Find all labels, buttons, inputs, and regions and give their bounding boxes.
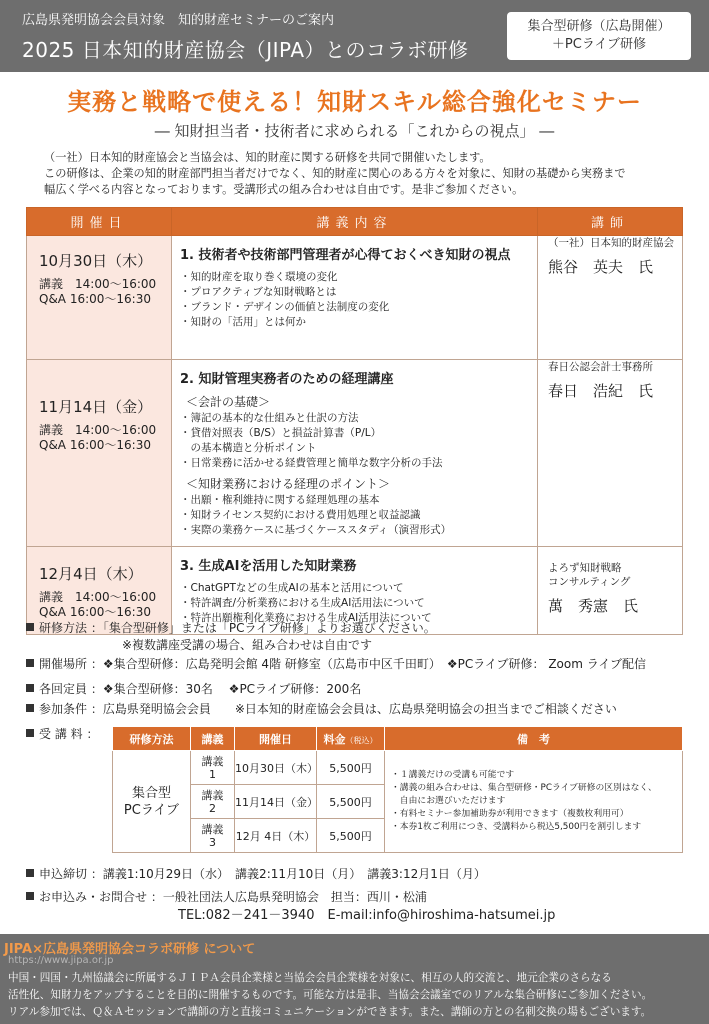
row-3-time-qa: Q&A 16:00～16:30: [39, 605, 151, 619]
row-2-content: [172, 360, 538, 547]
fee-price-2: 5,500円: [317, 785, 385, 819]
fee-note: ・有料セミナー参加補助券が利用できます（複数枚利用可）: [391, 809, 629, 819]
row-3-item: ・ChatGPTなどの生成AIの基本と活用について: [180, 582, 404, 594]
schedule-row-2: [27, 360, 683, 547]
row-1-date-cell: [27, 236, 172, 360]
fee-lecture-label: 講義: [201, 788, 224, 802]
intro-line-3: 幅広く学べる内容となっております。受講形式の組み合わせは自由です。是非ご参加ください。: [44, 183, 524, 196]
bullet-square-icon: [26, 729, 34, 737]
info-contact: [26, 889, 427, 905]
fee-lecture-3: [191, 819, 235, 853]
footer-panel: [0, 934, 709, 1024]
row-1-lecturer: [538, 236, 683, 360]
fee-header-price-label: 料金: [323, 732, 346, 746]
contact-tel-email: TEL:082－241－3940 E-mail:info@hiroshima-hatsumei.jp: [178, 908, 556, 923]
fee-header-notes: 備 考: [385, 727, 683, 751]
info-capacity: [26, 681, 361, 697]
row-2-item: ・貸借対照表（B/S）と損益計算書（P/L）: [180, 427, 382, 439]
row-2-lecturer: [538, 360, 683, 547]
row-3-item: ・特許出願権利化業務における生成AI活用法について: [180, 612, 432, 624]
bullet-square-icon: [26, 869, 34, 877]
row-3-item: ・特許調査/分析業務における生成AI活用法について: [180, 597, 425, 609]
fee-kind-line-2: PCライブ: [123, 802, 180, 818]
fee-lecture-number: 1: [209, 767, 216, 781]
seminar-headline: 実務と戦略で使える！知財スキル総合強化セミナー: [67, 88, 642, 116]
row-2-item: の基本構造と分析ポイント: [180, 442, 317, 454]
contact-label: お申込み・お問合せ: [39, 890, 148, 904]
row-1-time-qa: Q&A 16:00～16:30: [39, 292, 151, 306]
fee-kind-line-1: 集合型: [131, 785, 171, 801]
fee-label: 受 講 料: [39, 727, 83, 741]
row-2-section-1: ＜会計の基礎＞: [186, 395, 271, 409]
bullet-square-icon: [26, 623, 34, 631]
fee-lecture-number: 3: [209, 835, 216, 849]
row-2-item: ・出願・権利維持に関する経理処理の基本: [180, 494, 380, 506]
badge-line-2: ＋PCライブ研修: [551, 37, 647, 52]
row-2-date: 11月14日（金）: [39, 398, 153, 416]
condition-label: 参加条件: [39, 702, 88, 716]
fee-header-date: 開催日: [235, 727, 317, 751]
fee-lecture-label: 講義: [201, 754, 224, 768]
info-fee: [26, 726, 98, 742]
fee-kind-cell: [113, 751, 191, 853]
header-title: 2025 日本知的財産協会（JIPA）とのコラボ研修: [22, 38, 469, 62]
capacity-value: ：❖集合型研修：30名 ❖PCライブ研修：200名: [90, 682, 362, 696]
fee-note: ・講義の組み合わせは、集合型研修・PCライブ研修の区別はなく、: [391, 783, 657, 793]
deadline-label: 申込締切: [39, 867, 88, 881]
row-1-item: ・知財の「活用」とは何か: [180, 316, 306, 328]
row-1-item: ・ブランド・デザインの価値と法制度の変化: [180, 301, 390, 313]
fee-table: [112, 726, 683, 853]
deadline-value: ：講義1:10月29日（水） 講義2:11月10日（月） 講義3:12月1日（月）: [90, 867, 486, 881]
fee-lecture-label: 講義: [201, 822, 224, 836]
fee-price-1: 5,500円: [317, 751, 385, 785]
row-2-item: ・実際の業務ケースに基づくケーススタディ（演習形式）: [180, 524, 452, 536]
footer-line: 活性化、知財力をアップすることを目的に開催するものです。可能な方は是非、当協会会議室でのリアルな集合研修にご参加ください。: [8, 989, 653, 1001]
row-2-item: ・日常業務に活かせる経費管理と簡単な数字分析の手法: [180, 457, 443, 469]
row-1-lecturer-org: （一社）日本知的財産協会: [548, 237, 674, 249]
row-2-lecturer-name: 春日 浩紀 氏: [548, 382, 654, 400]
intro-line-2: この研修は、企業の知的財産部門担当者だけでなく、知的財産に関心のある方々を対象に、知財の基礎から実務まで: [44, 167, 626, 180]
fee-header-tax: （税込）: [345, 735, 378, 745]
row-2-section-2: ＜知財業務における経理のポイント＞: [186, 477, 391, 491]
fee-lecture-2: [191, 785, 235, 819]
header-content: 講義内容: [172, 208, 538, 236]
venue-label: 開催場所: [39, 657, 88, 671]
method-note: ※複数講座受講の場合、組み合わせは自由です: [122, 638, 373, 652]
row-2-item: ・知財ライセンス契約における費用処理と収益認識: [180, 509, 421, 521]
row-3-lecturer-org-1: よろず知財戦略: [548, 562, 622, 574]
row-2-lecturer-org: 春日公認会計士事務所: [548, 361, 653, 373]
badge-line-1: 集合型研修（広島開催）: [527, 19, 671, 34]
fee-notes-cell: [385, 751, 683, 853]
fee-header-method: 研修方法: [113, 727, 191, 751]
fee-price-3: 5,500円: [317, 819, 385, 853]
row-1-date: 10月30日（木）: [39, 252, 153, 270]
venue-value: ：❖集合型研修：広島発明会館 4階 研修室（広島市中区千田町） ❖PCライブ研修： Zoom ライブ配信: [90, 657, 647, 671]
bullet-square-icon: [26, 704, 34, 712]
fee-colon: ：: [86, 727, 99, 741]
row-3-lecturer-org-2: コンサルティング: [548, 576, 631, 588]
row-2-item: ・簿記の基本的な仕組みと仕訳の方法: [180, 412, 359, 424]
fee-row-1: [113, 751, 683, 785]
schedule-row-1: [27, 236, 683, 360]
footer-line: 中国・四国・九州協議会に所属するＪＩＰＡ会員企業様と当協会会員企業様を対象に、相互の人的交流と、地元企業のさらなる: [8, 972, 612, 984]
fee-date-2: 11月14日（金）: [235, 785, 317, 819]
info-condition: [26, 701, 617, 717]
info-method: [26, 620, 436, 636]
condition-value: ：広島県発明協会会員 ※日本知的財産協会会員は、広島県発明協会の担当までご相談ください: [90, 702, 617, 716]
row-1-lecturer-name: 熊谷 英夫 氏: [548, 258, 654, 276]
row-2-time-lecture: 講義 14:00～16:00: [39, 423, 157, 437]
row-1-title: 1. 技術者や技術部門管理者が心得ておくべき知財の視点: [180, 248, 511, 263]
intro-line-1: （一社）日本知的財産協会と当協会は、知的財産に関する研修を共同で開催いたします。: [44, 151, 491, 164]
row-1-time-lecture: 講義 14:00～16:00: [39, 277, 157, 291]
info-venue: [26, 656, 646, 672]
row-3-time-lecture: 講義 14:00～16:00: [39, 590, 157, 604]
footer-line: リアル参加では、Ｑ＆Ａセッションで講師の方と直接コミュニケーションができます。また、講師の方との名刺交換の場もございます。: [8, 1006, 652, 1018]
header-banner: [0, 0, 709, 72]
header-date: 開催日: [27, 208, 172, 236]
fee-lecture-number: 2: [209, 801, 216, 815]
capacity-label: 各回定員: [39, 682, 88, 696]
fee-lecture-1: [191, 751, 235, 785]
fee-date-1: 10月30日（木）: [235, 751, 317, 785]
row-3-date: 12月4日（木）: [39, 565, 143, 583]
intro-text: [44, 150, 684, 198]
header-subtitle: 広島県発明協会会員対象 知的財産セミナーのご案内: [22, 13, 335, 28]
method-value: ：「集合型研修」または「PCライブ研修」よりお選びください。: [90, 621, 436, 635]
fee-note: ・本券1枚ご利用につき、受講料から税込5,500円を割引します: [391, 822, 642, 832]
row-1-item: ・知的財産を取り巻く環境の変化: [180, 271, 338, 283]
fee-note: ・１講義だけの受講も可能です: [391, 770, 515, 780]
seminar-subheadline: ― 知財担当者・技術者に求められる「これからの視点」 ―: [154, 122, 555, 140]
fee-header-lecture: 講義: [191, 727, 235, 751]
row-1-item: ・プロアクティブな知財戦略とは: [180, 286, 337, 298]
bullet-square-icon: [26, 892, 34, 900]
footer-url-link[interactable]: https://www.jipa.or.jp: [8, 955, 114, 966]
method-label: 研修方法: [39, 621, 88, 635]
fee-date-3: 12月 4日（木）: [235, 819, 317, 853]
row-3-title: 3. 生成AIを活用した知財業務: [180, 559, 357, 574]
header-lecturer: 講師: [538, 208, 683, 236]
fee-header-price: [317, 727, 385, 751]
bullet-square-icon: [26, 684, 34, 692]
format-badge: [507, 12, 691, 60]
row-2-date-cell: [27, 360, 172, 547]
row-2-time-qa: Q&A 16:00～16:30: [39, 438, 151, 452]
row-1-content: [172, 236, 538, 360]
contact-value: ：一般社団法人広島県発明協会 担当：西川・松浦: [150, 890, 427, 904]
row-3-lecturer-name: 萬 秀憲 氏: [548, 597, 639, 615]
footer-title: JIPA×広島県発明協会コラボ研修 について: [4, 942, 256, 957]
row-2-title: 2. 知財管理実務者のための経理講座: [180, 372, 394, 387]
footer-text: [8, 970, 704, 1021]
row-3-lecturer: [538, 547, 683, 635]
fee-note: 自由にお選びいただけます: [391, 796, 506, 806]
schedule-table: [26, 207, 683, 635]
info-deadline: [26, 866, 486, 882]
bullet-square-icon: [26, 659, 34, 667]
